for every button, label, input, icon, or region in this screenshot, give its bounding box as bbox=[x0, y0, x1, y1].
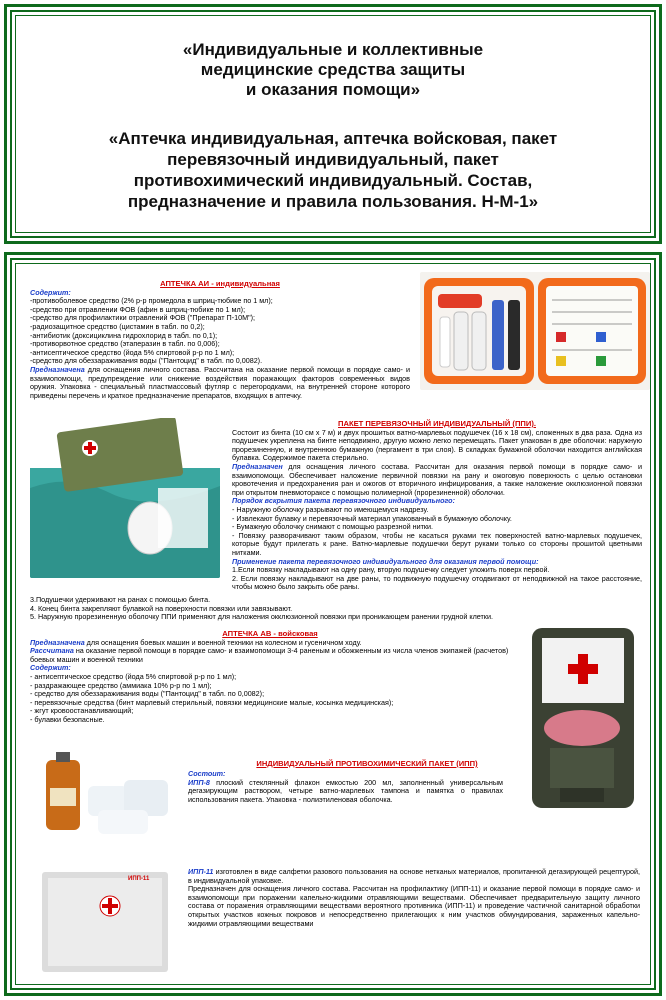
ipp8-desc bbox=[188, 779, 503, 805]
ai-purpose-label: Предназначена bbox=[30, 364, 85, 374]
sub-title-line: перевязочный индивидуальный, пакет bbox=[167, 150, 499, 169]
sub-title bbox=[20, 128, 646, 212]
ipp11-pack-label: ИПП-11 bbox=[128, 876, 150, 882]
main-title-line: медицинские средства защиты bbox=[200, 60, 466, 79]
ppi-desc: Состоит из бинта (10 см х 7 м) и двух прошитых ватно-марлевых подушечек (16 х 18 см), сложенных в два раза. Одна из подушечек укреплена на бинте неподвижно, другую можно легко перемещать. Пакет упакован в две оболочки: наружную прорезиненную, и внутреннюю бумажную (пергамент в три слоя). В складках бумажной оболочки находится английская булавка. Содержимое пакета стерильно. bbox=[232, 427, 642, 463]
sub-title-line: противохимический индивидуальный. Состав, bbox=[133, 171, 533, 190]
list-item: 3.Подушечки удерживают на ранах с помощью бинта. bbox=[30, 595, 211, 604]
ipp8-section bbox=[188, 770, 503, 804]
ipp11-label: ИПП-11 bbox=[188, 867, 214, 876]
ipp11-text: изготовлен в виде салфетки разового пользования на основе нетканых материалов, пропитанной дегазирующей рецептурой, в индивидуальной упаковке. bbox=[188, 867, 640, 885]
ai-kit-image bbox=[420, 272, 650, 390]
list-item: -средство при отравлении ФОВ (афин в шприц-тюбике по 1 мл); bbox=[30, 304, 246, 314]
ppi-purpose-label: Предназначен bbox=[232, 461, 283, 471]
ai-section bbox=[30, 280, 410, 400]
ppi-photo bbox=[30, 418, 220, 578]
av-purpose-text: для оснащения боевых машин и военной техники на колесном и гусеничном ходу. bbox=[84, 637, 362, 647]
ppi-image bbox=[30, 418, 220, 578]
list-item: 4. Конец бинта закрепляют булавкой на поверхности повязки или завязывают. bbox=[30, 603, 293, 613]
list-item: -радиозащитное средство (цистамин в табл. по 0,2); bbox=[30, 321, 205, 331]
list-item: 1.Если повязку накладывают на одну рану, вторую подушечку следует уложить поверх первой. bbox=[232, 565, 550, 575]
ipp8-image bbox=[38, 750, 178, 840]
list-item: -противоболевое средство (2% р-р промедола в шприц-тюбике по 1 мл); bbox=[30, 296, 273, 306]
sub-title-line: «Аптечка индивидуальная, аптечка войсковая, пакет bbox=[108, 129, 558, 148]
list-item: - перевязочные средства (бинт марлевый стерильный, повязки медицинские малые, косынка медицинская); bbox=[30, 697, 394, 707]
ai-purpose bbox=[30, 366, 410, 400]
list-item: - жгут кровоостанавливающий; bbox=[30, 706, 134, 716]
main-title bbox=[20, 40, 646, 100]
list-item: -антибиотик (доксициклина гидрохлорид в табл. по 0,1); bbox=[30, 330, 218, 340]
ipp8-label: ИПП-8 bbox=[188, 777, 210, 787]
sub-title-line: предназначение и правила пользования. Н-М-1» bbox=[127, 192, 539, 211]
list-item: - раздражающее средство (аммиака 10% р-р по 1 мл); bbox=[30, 680, 212, 690]
main-title-line: «Индивидуальные и коллективные bbox=[182, 40, 484, 59]
ai-contains-label: Содержит: bbox=[30, 287, 71, 297]
av-calc bbox=[30, 647, 510, 664]
ipp8-photo bbox=[38, 750, 178, 840]
ppi-opening-label: Порядок вскрытия пакета перевязочного индивидуального: bbox=[232, 496, 455, 506]
list-item: - Извлекают булавку и перевязочный материал упакованный в бумажную оболочку. bbox=[232, 513, 512, 523]
ipp11-section bbox=[188, 868, 640, 928]
list-item: 2. Если повязку накладывают на две раны, то подвижную подушечку отодвигают от неподвижной на такое расстояние, чтобы можно было закрыть обе раны. bbox=[232, 573, 642, 592]
ai-purpose-text: для оснащения личного состава. Рассчитана на оказание первой помощи в порядке само- и взаимопомощи, предупреждение или снижение воздействия поражающих факторов современных видов оружия. Упаковка - специальный пластмассовый футляр с перегородками, на внутренней стороне которого приведены перечень и краткое предназначение препаратов, входящих в аптечку. bbox=[30, 364, 410, 400]
ppi-purpose-text: для оснащения личного состава. Рассчитан для оказания первой помощи в порядке само- и взаимопомощи. Обеспечивает наложение первичной повязки на рану и ожоговую поверхность с целью остановки кровотечения и предохранения ран и ожогов от вторичного инфицирования, а также наложение окклюзионной повязки при открытом пневмотораксе с помощью полимерной (прорезиненной) оболочки. bbox=[232, 461, 642, 497]
list-item: 5. Наружную прорезиненную оболочку ППИ применяют для наложения окклюзионной повязки при проникающем ранении грудной клетки. bbox=[30, 612, 493, 622]
av-contains-label: Содержит: bbox=[30, 663, 71, 673]
list-item: -противорвотное средство (этаперазин в табл. по 0,006); bbox=[30, 339, 220, 349]
ipp11-photo bbox=[38, 866, 173, 976]
ppi-usage-label: Применение пакета перевязочного индивидуального для оказания первой помощи: bbox=[232, 556, 539, 566]
list-item: -средство для профилактики отравлений ФОВ ("Препарат П-10М"); bbox=[30, 313, 256, 323]
av-heading: АПТЕЧКА АВ - войсковая bbox=[222, 629, 318, 638]
av-section bbox=[30, 630, 510, 725]
ppi-heading: ПАКЕТ ПЕРЕВЯЗОЧНЫЙ ИНДИВИДУАЛЬНЫЙ (ППИ). bbox=[338, 419, 536, 428]
ai-items-list bbox=[30, 297, 410, 366]
ppi-purpose bbox=[232, 463, 642, 497]
ai-kit-photo bbox=[420, 272, 650, 390]
list-item: -антисептическое средство (йода 5% спиртовой р-р по 1 мл); bbox=[30, 347, 235, 357]
list-item: - Повязку разворачивают таким образом, чтобы не касаться руками тех поверхностей ватно-марлевых подушечек, которые будут прилегать к ране. Ватно-марлевые подушечки берут руками только со стороны прошитой цветными нитками. bbox=[232, 530, 642, 557]
list-item: - антисептическое средство (йода 5% спиртовой р-р по 1 мл); bbox=[30, 671, 237, 681]
ai-heading: АПТЕЧКА АИ - индивидуальная bbox=[160, 279, 280, 288]
ipp11-purpose: Предназначен для оснащения личного состава. Рассчитан на профилактику (ИПП-11) и оказание первой помощи в порядке само- и взаимопомощи при поражении капельно-жидкими отравляющими веществами. Обеспечивает предварительную защиту личного состава от поражения отравляющими веществами вероятного противника (ИПП-11) и проведение частичной санитарной обработки открытых участков кожных покровов и непосредственно прилегающих к ним участков обмундирования, зараженных капельно-жидкими отравляющими веществами bbox=[188, 884, 640, 928]
ipp8-text: плоский стеклянный флакон емкостью 200 мл, заполненный универсальным дегазирующим раствором, четыре ватно-марлевых тампона и памятка о правилах использования пакета. Упаковка - полиэтиленовая оболочка. bbox=[188, 777, 503, 804]
list-item: - Бумажную оболочку снимают с помощью разрезной нитки. bbox=[232, 522, 434, 532]
av-kit-photo bbox=[520, 608, 645, 823]
av-calc-label: Рассчитана bbox=[30, 646, 74, 656]
ipp-contains-label: Состоит: bbox=[188, 769, 226, 778]
list-item: - Наружную оболочку разрывают по имеющемуся надрезу. bbox=[232, 504, 429, 514]
main-title-line: и оказания помощи» bbox=[245, 80, 421, 99]
av-kit-image bbox=[520, 608, 645, 823]
list-item: -средство для обеззараживания воды ("Пантоцид" в табл. по 0,0082). bbox=[30, 356, 263, 366]
ipp11-desc bbox=[188, 868, 640, 885]
ipp11-image bbox=[38, 866, 173, 976]
av-calc-text: на оказание первой помощи в порядке само- и взаимопомощи 3-4 раненым и обожженным из числа членов экипажей (расчетов) боевых машин и военной техники bbox=[30, 646, 509, 664]
ppi-section bbox=[232, 420, 642, 592]
ipp-heading-block bbox=[232, 760, 502, 769]
av-purpose-label: Предназначена bbox=[30, 637, 85, 647]
list-item: - булавки безопасные. bbox=[30, 714, 105, 724]
list-item: - средство для обеззараживания воды ("Пантоцид" в табл. по 0,0082); bbox=[30, 689, 265, 699]
ipp-heading: ИНДИВИДУАЛЬНЫЙ ПРОТИВОХИМИЧЕСКИЙ ПАКЕТ (ИПП) bbox=[256, 759, 478, 768]
